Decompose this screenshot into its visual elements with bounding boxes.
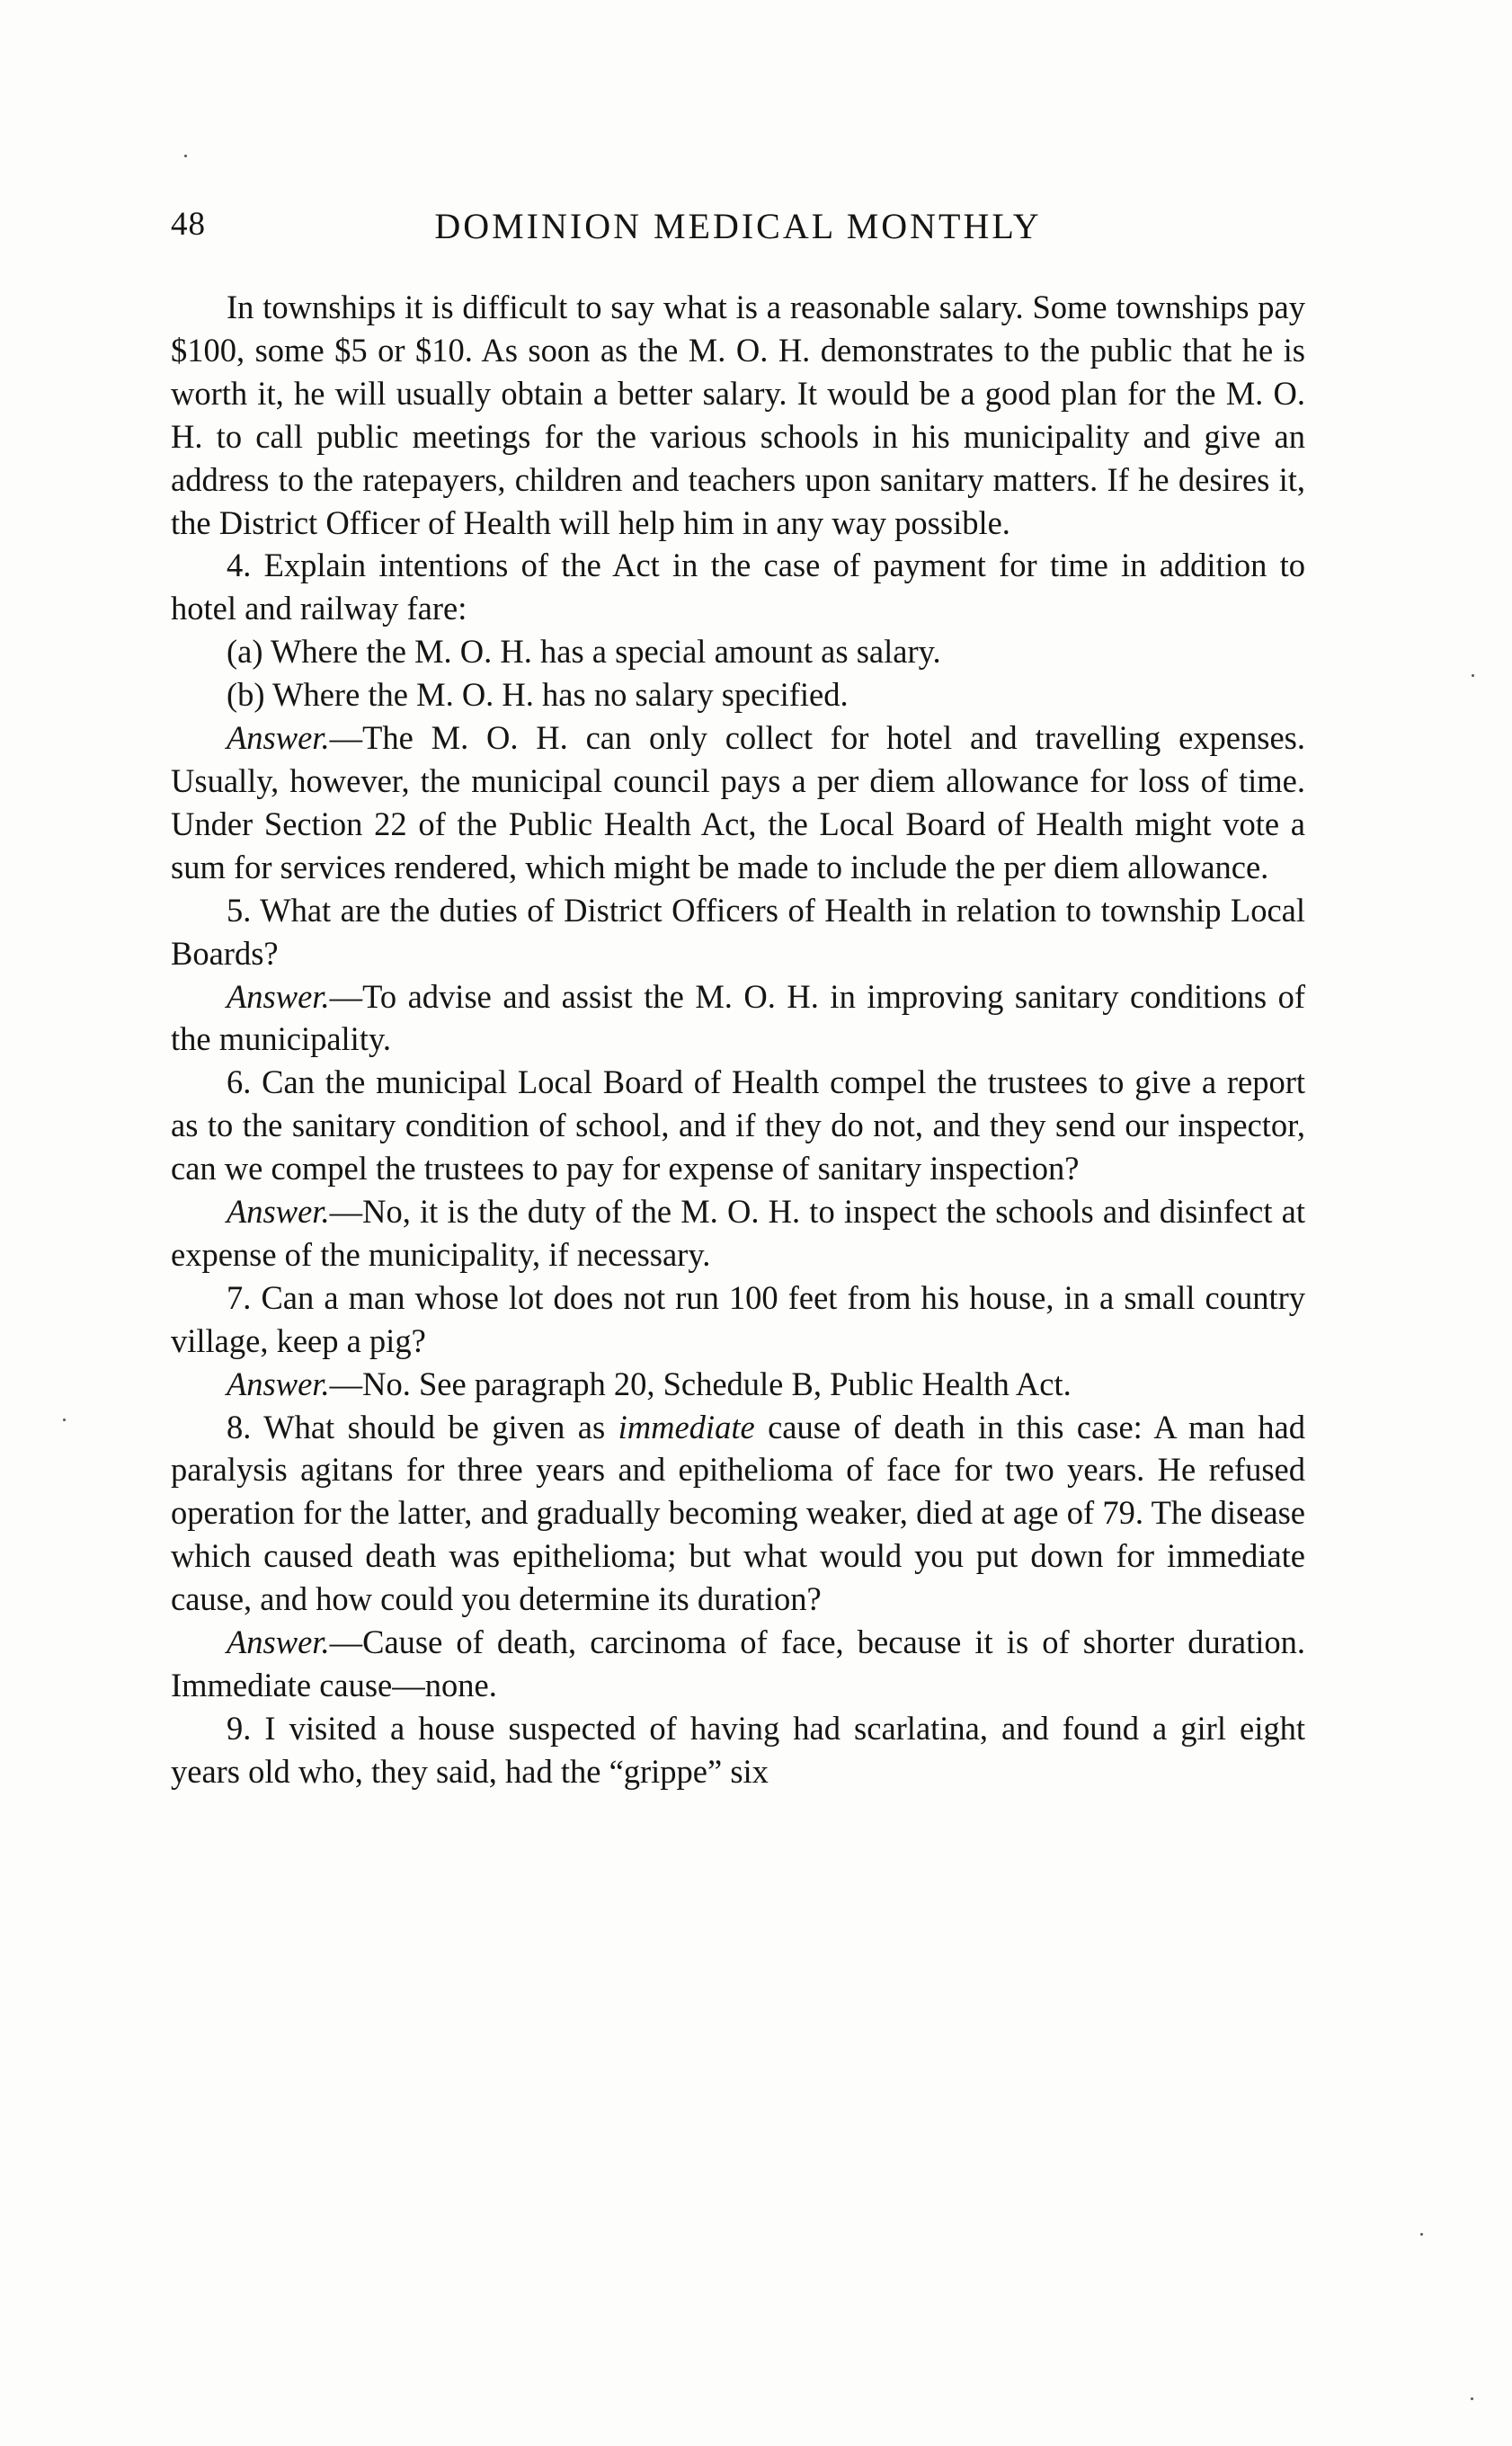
paragraph-text: —No. See paragraph 20, Schedule B, Public Health Act.: [329, 1365, 1072, 1402]
answer-label: Answer.: [227, 977, 330, 1015]
paragraph-text: 6. Can the municipal Local Board of Health compel the trustees to give a report as to the sanitary condition of school, and if they do not, and they send our inspector, can we compel the trustees to pay for expense of sanitary inspection?: [171, 1063, 1305, 1187]
emphasis-immediate: immediate: [618, 1408, 755, 1445]
answer-7: [171, 1363, 1305, 1406]
scan-speck: [1472, 674, 1474, 677]
question-4: [171, 544, 1305, 630]
question-9: [171, 1707, 1305, 1793]
paragraph-text: cause of death in this case: A man had paralysis agitans for three years and epithelioma of face for two years. He refused operation for the latter, and gradually becoming weaker, died at age of 79. The disease which caused death was epithelioma; but what would you put down for immediate cause, and how could you determine its duration?: [171, 1408, 1305, 1618]
answer-label: Answer.: [227, 1365, 330, 1402]
paragraph-text: In townships it is difficult to say what is a reasonable salary. Some townships pay $100, some $5 or $10. As soon as the M. O. H. demonstrates to the public that he is worth it, he will usually obtain a better salary. It would be a good plan for the M. O. H. to call public meetings for the various schools in his municipality and give an address to the ratepayers, children and teachers upon sanitary matters. If he desires it, the District Officer of Health will help him in any way possible.: [171, 289, 1305, 541]
paragraph-text: (b) Where the M. O. H. has no salary specified.: [227, 676, 849, 714]
scan-speck: [184, 155, 187, 157]
paragraph-text: —To advise and assist the M. O. H. in improving sanitary conditions of the municipality.: [171, 977, 1305, 1058]
scan-speck: [1420, 2233, 1423, 2236]
paragraph-text: 9. I visited a house suspected of having had scarlatina, and found a girl eight years old who, they said, had the “grippe” six: [171, 1709, 1305, 1790]
paragraph-text: —No, it is the duty of the M. O. H. to inspect the schools and disinfect at expense of the municipality, if necessary.: [171, 1193, 1305, 1273]
paragraph-text: 4. Explain intentions of the Act in the case of payment for time in addition to hotel and railway fare:: [171, 547, 1305, 627]
question-4-item-a: [171, 630, 1305, 673]
paragraph-text: (a) Where the M. O. H. has a special amount as salary.: [227, 633, 941, 671]
answer-label: Answer.: [227, 719, 330, 757]
question-5: [171, 889, 1305, 975]
answer-label: Answer.: [227, 1193, 330, 1231]
answer-6: [171, 1190, 1305, 1276]
scan-speck: [63, 1419, 66, 1421]
paragraph-text: 8. What should be given as: [227, 1408, 618, 1445]
journal-title: DOMINION MEDICAL MONTHLY: [434, 206, 1042, 246]
answer-label: Answer.: [227, 1623, 330, 1661]
answer-8: [171, 1621, 1305, 1707]
scan-speck: [1471, 2397, 1473, 2400]
paragraph-text: —Cause of death, carcinoma of face, because it is of shorter duration. Immediate cause—none.: [171, 1623, 1305, 1703]
answer-5: [171, 975, 1305, 1062]
paragraph-text: 5. What are the duties of District Officers of Health in relation to township Local Boards?: [171, 891, 1305, 972]
question-7: [171, 1276, 1305, 1363]
question-8: [171, 1406, 1305, 1622]
question-4-item-b: [171, 673, 1305, 716]
paragraph-salary: [171, 286, 1305, 544]
page-header: [171, 205, 1305, 259]
page-number: 48: [171, 206, 206, 243]
article-body: [171, 286, 1305, 1793]
answer-4: [171, 716, 1305, 889]
paragraph-text: —The M. O. H. can only collect for hotel and travelling expenses. Usually, however, the municipal council pays a per diem allowance for loss of time. Under Section 22 of the Public Health Act, the Local Board of Health might vote a sum for services rendered, which might be made to include the per diem allowance.: [171, 719, 1305, 885]
paragraph-text: 7. Can a man whose lot does not run 100 feet from his house, in a small country village, keep a pig?: [171, 1278, 1305, 1359]
question-6: [171, 1061, 1305, 1190]
